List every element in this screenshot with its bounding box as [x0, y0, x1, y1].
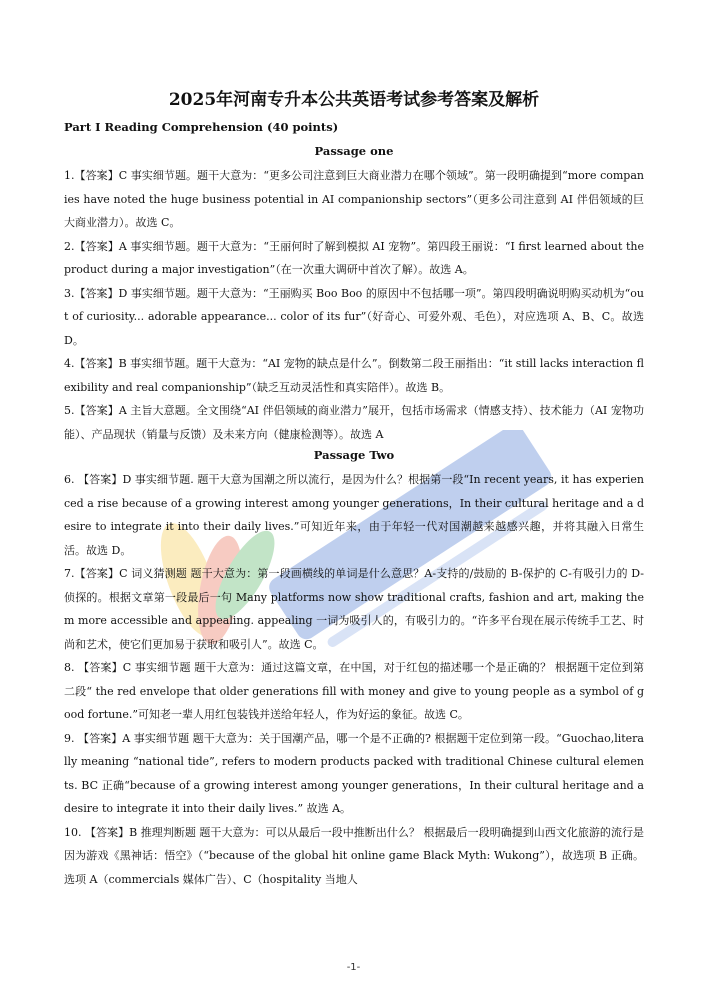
document-content — [64, 88, 644, 891]
answer-paragraph: 9. 【答案】A 事实细节题 题干大意为：关于国潮产品，哪一个是不正确的? 根据题干定位到第一段。“Guochao,literally meaning “national tide”, refers to modern products packed with traditional Chinese cultural elements. BC 正确“because of a growing interest among younger generations，In their cultural heritage and a desire to integrate it into their daily lives.” 故选 A。 — [64, 731, 644, 815]
part-heading: Part I Reading Comprehension (40 points) — [64, 120, 339, 134]
answer-paragraph: 5.【答案】A 主旨大意题。全文围绕“AI 伴侣领域的商业潜力”展开，包括市场需求（情感支持）、技术能力（AI 宠物功能）、产品现状（销量与反馈）及未来方向（健康检测等）。故选 A — [64, 404, 644, 441]
document-title: 2025年河南专升本公共英语考试参考答案及解析 — [168, 90, 540, 110]
answer-paragraph: 7.【答案】C 词义猜测题 题干大意为：第一段画横线的单词是什么意思？A-支持的/鼓励的 B-保护的 C-有吸引力的 D-侦探的。根据文章第一段最后一句 Many platforms now show traditional crafts, fashion and art, making them more accessible and appealing. appealing 一词为吸引人的，有吸引力的。“许多平台现在展示传统手工艺、时尚和艺术，使它们更加易于获取和吸引人”。故选 C。 — [64, 567, 644, 651]
passage-section — [64, 142, 644, 446]
answer-paragraph: 1.【答案】C 事实细节题。题干大意为：“更多公司注意到巨大商业潜力在哪个领域”。第一段明确提到“more companies have noted the huge business potential in AI companionship sectors”（更多公司注意到 AI 伴侣领域的巨大商业潜力）。故选 C。 — [64, 169, 644, 229]
answer-paragraph: 10. 【答案】B 推理判断题 题干大意为：可以从最后一段中推断出什么？ 根据最后一段明确提到山西文化旅游的流行是因为游戏《黑神话：悟空》（“because of the global hit online game Black Myth: Wukong”），故选项 B 正确。选项 A（commercials 媒体广告）、C（hospitality 当地人 — [64, 825, 644, 886]
answer-paragraph: 8. 【答案】C 事实细节题 题干大意为：通过这篇文章，在中国，对于红包的描述哪一个是正确的？ 根据题干定位到第二段“ the red envelope that older generations fill with money and give to young people as a symbol of good fortune.”可知老一辈人用红包装钱并送给年轻人，作为好运的象征。故选 C。 — [64, 661, 644, 721]
passage-section — [64, 446, 644, 891]
answer-paragraph: 2.【答案】A 事实细节题。题干大意为：“王丽何时了解到模拟 AI 宠物”。第四段王丽说：“I first learned about the product during a major investigation”（在一次重大调研中首次了解）。故选 A。 — [64, 239, 644, 276]
passage-heading: Passage one — [314, 144, 394, 158]
page-number: -1- — [346, 962, 361, 973]
answer-paragraph: 3.【答案】D 事实细节题。题干大意为：“王丽购买 Boo Boo 的原因中不包括哪一项”。第四段明确说明购买动机为“out of curiosity... adorable appearance... color of its fur”（好奇心、可爱外观、毛色），对应选项 A、B、C。故选 D。 — [64, 286, 644, 347]
passage-heading: Passage Two — [313, 448, 395, 462]
answer-paragraph: 4.【答案】B 事实细节题。题干大意为：“AI 宠物的缺点是什么”。倒数第二段王丽指出：“it still lacks interaction flexibility and real companionship”（缺乏互动灵活性和真实陪伴）。故选 B。 — [64, 357, 644, 394]
answer-paragraph: 6. 【答案】D 事实细节题. 题干大意为国潮之所以流行，是因为什么？根据第一段“In recent years, it has experienced a rise because of a growing interest among younger generations，In their cultural heritage and a desire to integrate it into their daily lives.”可知近年来，由于年轻一代对国潮越来越感兴趣，并将其融入日常生活。故选 D。 — [64, 473, 644, 557]
